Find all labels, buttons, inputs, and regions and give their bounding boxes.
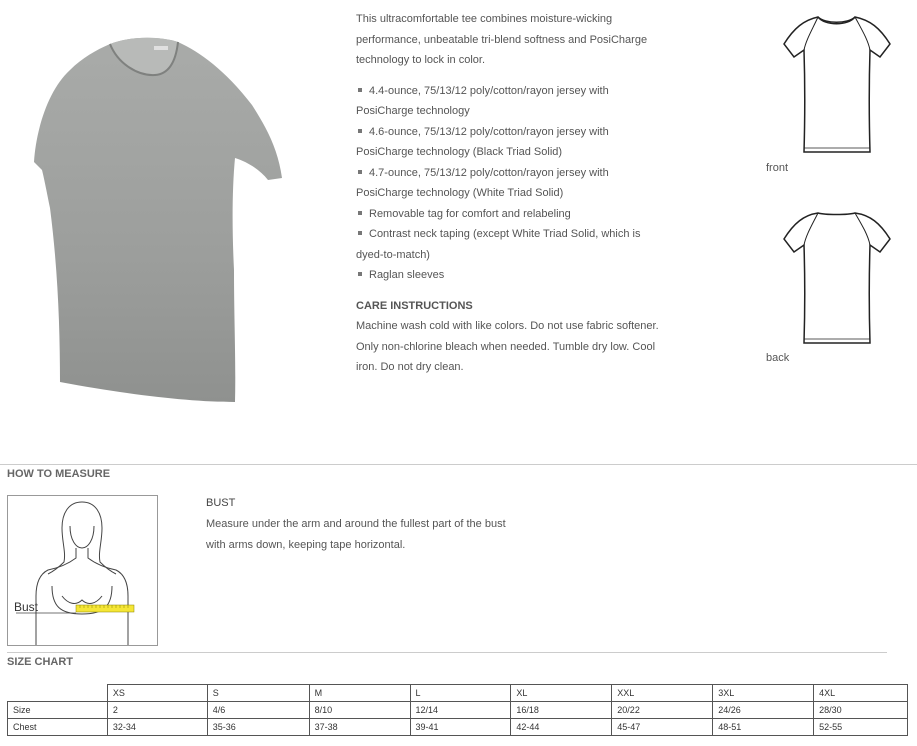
table-cell: 45-47 <box>612 719 713 736</box>
measure-text: Measure under the arm and around the fullest part of the bust with arms down, keeping tape horizontal. <box>206 518 506 551</box>
bullet-icon <box>358 272 362 276</box>
table-cell: 8/10 <box>309 702 410 719</box>
size-header-cell: M <box>309 685 410 702</box>
size-header-cell: XL <box>511 685 612 702</box>
size-header-cell: 3XL <box>713 685 814 702</box>
feature-item: Removable tag for comfort and relabeling <box>356 204 666 225</box>
measure-figure <box>7 495 158 646</box>
feature-item: 4.7-ounce, 75/13/12 poly/cotton/rayon jersey with PosiCharge technology (White Triad Solid) <box>356 166 609 199</box>
back-flat-image <box>780 205 895 350</box>
size-header-cell: 4XL <box>814 685 908 702</box>
back-label: back <box>766 352 790 364</box>
table-cell: 35-36 <box>207 719 309 736</box>
size-header-cell: L <box>410 685 511 702</box>
figure-bust-label: Bust <box>14 600 39 614</box>
bullet-icon <box>358 231 362 235</box>
table-cell: 16/18 <box>511 702 612 719</box>
bullet-icon <box>358 170 362 174</box>
table-cell: 37-38 <box>309 719 410 736</box>
table-cell: 2 <box>107 702 207 719</box>
care-heading: CARE INSTRUCTIONS <box>356 299 473 312</box>
front-flat-image <box>780 12 895 157</box>
table-row <box>8 719 908 736</box>
table-cell: 32-34 <box>107 719 207 736</box>
table-row <box>8 702 908 719</box>
table-cell: 20/22 <box>612 702 713 719</box>
description-intro: This ultracomfortable tee combines moisture-wicking performance, unbeatable tri-blend softness and PosiCharge technology to lock in color. <box>356 13 648 66</box>
care-text: Machine wash cold with like colors. Do not use fabric softener. Only non-chlorine bleach when needed. Tumble dry low. Cool iron. Do not dry clean. <box>356 320 659 373</box>
bullet-icon <box>358 88 362 92</box>
size-chart-heading: SIZE CHART <box>7 656 73 668</box>
product-image <box>20 30 300 410</box>
corner-cell <box>8 685 108 702</box>
divider <box>0 464 917 465</box>
size-chart-table <box>7 684 908 736</box>
table-cell: 48-51 <box>713 719 814 736</box>
row-label: Size <box>8 702 108 719</box>
feature-item: 4.6-ounce, 75/13/12 poly/cotton/rayon jersey with PosiCharge technology (Black Triad Solid) <box>356 125 609 158</box>
table-cell: 24/26 <box>713 702 814 719</box>
table-cell: 12/14 <box>410 702 511 719</box>
size-header-cell: XS <box>107 685 207 702</box>
table-cell: 28/30 <box>814 702 908 719</box>
bullet-icon <box>358 129 362 133</box>
measure-title: BUST <box>206 497 236 509</box>
table-cell: 52-55 <box>814 719 908 736</box>
size-header-cell: S <box>207 685 309 702</box>
product-description <box>356 9 666 378</box>
table-cell: 39-41 <box>410 719 511 736</box>
bullet-icon <box>358 211 362 215</box>
size-header-row <box>8 685 908 702</box>
size-header-cell: XXL <box>612 685 713 702</box>
front-label: front <box>766 162 789 174</box>
table-cell: 4/6 <box>207 702 309 719</box>
divider <box>7 652 887 653</box>
feature-list <box>356 81 666 286</box>
how-to-measure-heading: HOW TO MEASURE <box>7 468 111 480</box>
feature-item: Raglan sleeves <box>356 265 666 286</box>
feature-item: 4.4-ounce, 75/13/12 poly/cotton/rayon jersey with PosiCharge technology <box>356 84 609 117</box>
row-label: Chest <box>8 719 108 736</box>
table-cell: 42-44 <box>511 719 612 736</box>
feature-item: Contrast neck taping (except White Triad Solid, which is dyed-to-match) <box>356 228 641 261</box>
